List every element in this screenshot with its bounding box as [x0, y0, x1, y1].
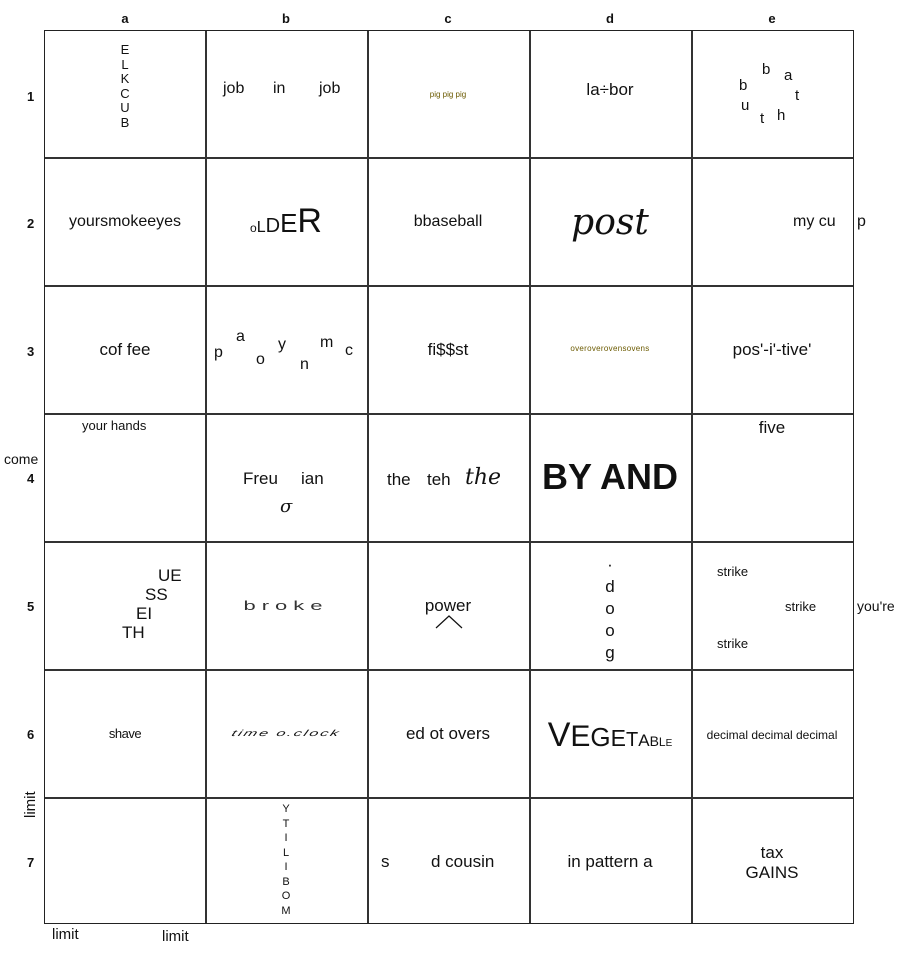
- vertical-letters: Y T I L I B O M: [281, 803, 291, 917]
- vegetable-word: VEGETABLE: [547, 716, 673, 754]
- label-limit-bottom-2: limit: [162, 928, 189, 945]
- row-header-3: 3: [27, 344, 35, 359]
- label-limit-bottom-1: limit: [52, 926, 79, 943]
- column-header-c: c: [444, 11, 452, 26]
- label-youre: you're: [857, 598, 895, 614]
- column-header-b: b: [282, 11, 290, 26]
- cell-c6: ed ot overs: [405, 724, 491, 743]
- cell-b3: p a o y n m c: [214, 328, 353, 373]
- older-word: oLDER: [250, 202, 322, 240]
- cell-a1: [44, 30, 206, 158]
- cell-c4: the teh the: [387, 465, 502, 490]
- cell-e2: my cu: [793, 213, 836, 230]
- row-header-1: 1: [27, 89, 35, 104]
- cell-c2: bbaseball: [413, 213, 483, 230]
- row-header-5: 5: [27, 599, 35, 614]
- cell-c3: fi$$st: [427, 340, 469, 359]
- cell-e3: pos'-i'-tive': [732, 340, 812, 359]
- cell-e1: b a t h t u b: [739, 61, 800, 127]
- cell-b2: [205, 158, 367, 286]
- cell-b7: [205, 798, 367, 926]
- cell-d4: BY AND: [541, 456, 679, 497]
- cell-d6: [529, 670, 691, 798]
- cell-e6: decimal decimal decimal: [706, 728, 838, 742]
- cell-b4: Freu ian σ: [243, 469, 324, 517]
- cell-d7: in pattern a: [567, 852, 653, 871]
- cell-b6: time o.clock: [230, 729, 343, 739]
- overflow-letter-p: p: [857, 213, 866, 230]
- cell-a2: yoursmokeeyes: [68, 213, 182, 230]
- label-come: come: [4, 451, 39, 467]
- vertical-letters: E L K C U B: [120, 42, 130, 130]
- row-header-2: 2: [27, 216, 35, 231]
- cell-c1: pig pig pig: [429, 90, 467, 99]
- cell-d2: post: [571, 202, 649, 243]
- cell-a7: [44, 798, 206, 926]
- cell-a4: your hands: [82, 418, 147, 433]
- cell-c7: s d cousin: [381, 852, 495, 871]
- cell-e5: strike strike strike: [717, 564, 817, 651]
- cell-e4: five: [758, 418, 786, 437]
- label-limit-side: limit: [22, 791, 39, 818]
- cell-b5: broke: [243, 598, 329, 614]
- row-header-6: 6: [27, 727, 35, 742]
- cell-a5: UE SS EI TH: [122, 566, 182, 642]
- row-header-4: 4: [27, 471, 35, 486]
- cell-d1: la÷bor: [586, 80, 634, 99]
- column-header-a: a: [121, 11, 129, 26]
- caret-symbol: [434, 614, 464, 630]
- cell-e7: tax GAINS: [745, 843, 799, 882]
- vertical-letters: · d o o g: [605, 555, 615, 662]
- cell-a6: shave: [108, 726, 142, 741]
- cell-d5: [529, 542, 691, 670]
- cell-d3: overoverovensovens: [570, 344, 650, 353]
- cell-a3: cof fee: [99, 340, 151, 359]
- column-header-e: e: [768, 11, 776, 26]
- cell-b1: job in job: [223, 80, 341, 97]
- column-header-d: d: [606, 11, 614, 26]
- cell-c5: power: [367, 542, 529, 670]
- row-header-7: 7: [27, 855, 35, 870]
